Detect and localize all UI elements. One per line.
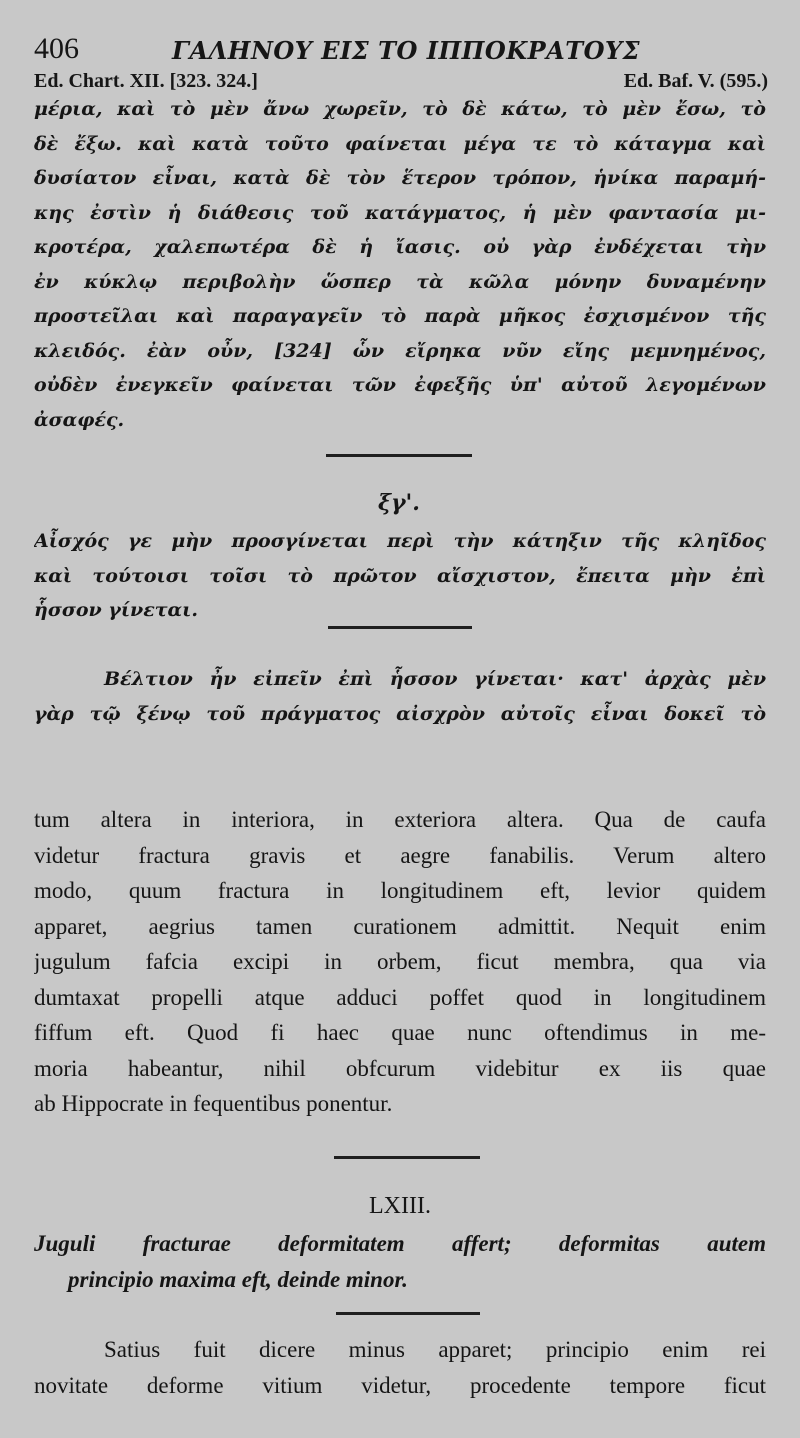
greek-text-line: δυσίατον εἶναι, κατὰ δὲ τὸν ἕτερον τρόπον, ἡνίκα παραμή- — [34, 167, 766, 189]
latin-text-line: ab Hippocrate in fequentibus ponentur. — [34, 1091, 393, 1116]
latin-text-line: videtur fractura gravis et aegre fanabilis. Verum altero — [34, 842, 766, 868]
edition-basel-ref: Ed. Baf. V. (595.) — [623, 70, 768, 92]
latin-text-line: modo, quum fractura in longitudinem eft, levior quidem — [34, 878, 766, 903]
greek-aphorism-line: Αἶσχός γε μὴν προσγίνεται περὶ τὴν κάτηξιν τῆς κληῖδος — [34, 530, 766, 552]
latin-aphorism-commentary — [34, 1332, 766, 1403]
greek-aphorism — [34, 524, 766, 628]
latin-aphorism-line: principio maxima eft, deinde minor. — [68, 1266, 408, 1292]
section-divider — [326, 454, 472, 457]
greek-text-line: κροτέρα, χαλεπωτέρα δὲ ἡ ἴασις. οὐ γὰρ ἐνδέχεται τὴν — [34, 236, 766, 258]
greek-aphorism-commentary — [34, 662, 766, 731]
latin-text-line: moria habeantur, nihil obfcurum videbitur ex iis quae — [34, 1055, 766, 1081]
latin-commentary-line: novitate deforme vitium videtur, procedente tempore ficut — [34, 1372, 766, 1398]
greek-commentary-paragraph — [34, 92, 766, 437]
running-header — [34, 32, 774, 68]
section-divider — [328, 626, 472, 629]
greek-text-line: κης ἐστὶν ἡ διάθεσις τοῦ κατάγματος, ἡ μὲν φαντασία μι- — [34, 201, 766, 224]
greek-text-line: ἀσαφές. — [34, 408, 125, 431]
edition-chartier-ref: Ed. Chart. XII. [323. 324.] — [34, 70, 258, 92]
greek-aphorism-line: καὶ τούτοισι τοῖσι τὸ πρῶτον αἴσχιστον, ἔπειτα μὴν ἐπὶ — [34, 564, 766, 587]
greek-commentary-line: Βέλτιον ἦν εἰπεῖν ἐπὶ ἧσσον γίνεται· κατ' ἀρχὰς μὲν — [104, 668, 766, 690]
latin-text-line: apparet, aegrius tamen curationem admittit. Nequit enim — [34, 913, 766, 939]
latin-commentary-paragraph — [34, 802, 766, 1122]
greek-text-line: δὲ ἔξω. καὶ κατὰ τοῦτο φαίνεται μέγα τε τὸ κάταγμα καὶ — [34, 132, 766, 155]
greek-commentary-line: γὰρ τῷ ξένῳ τοῦ πράγματος αἰσχρὸν αὐτοῖς εἶναι δοκεῖ τὸ — [34, 702, 766, 725]
latin-aphorism-line: Juguli fracturae deformitatem affert; deformitas autem — [34, 1231, 766, 1256]
greek-text-line: ἐν κύκλῳ περιβολὴν ὥσπερ τὰ κῶλα μόνην δυναμένην — [34, 270, 766, 293]
greek-text-line: κλειδός. ἐὰν οὖν, [324] ὧν εἴρηκα νῦν εἴης μεμνημένος, — [34, 339, 766, 362]
section-divider — [336, 1312, 480, 1315]
page-number: 406 — [34, 32, 79, 65]
latin-text-line: jugulum fafcia excipi in orbem, ficut membra, qua via — [34, 949, 766, 974]
latin-text-line: tum altera in interiora, in exteriora altera. Qua de caufa — [34, 807, 766, 832]
greek-text-line: προστεῖλαι καὶ παραγαγεῖν τὸ παρὰ μῆκος ἐσχισμένον τῆς — [34, 305, 766, 327]
latin-text-line: fiffum eft. Quod fi haec quae nunc oftendimus in me- — [34, 1020, 766, 1045]
greek-aphorism-line: ἧσσον γίνεται. — [34, 599, 198, 621]
latin-commentary-line: Satius fuit dicere minus apparet; principio enim rei — [104, 1337, 766, 1362]
running-title: ΓΑΛΗΝΟΥ ΕΙΣ ΤΟ ΙΠΠΟΚΡΑΤΟΥΣ — [172, 36, 641, 65]
greek-section-number: ξγ'. — [378, 490, 420, 516]
latin-text-line: dumtaxat propelli atque adduci poffet quod in longitudinem — [34, 984, 766, 1010]
latin-aphorism — [34, 1226, 766, 1297]
greek-text-line: οὐδὲν ἐνεγκεῖν φαίνεται τῶν ἐφεξῆς ὑπ' αὐτοῦ λεγομένων — [34, 374, 766, 396]
section-divider — [334, 1156, 480, 1159]
greek-text-line: μέρια, καὶ τὸ μὲν ἄνω χωρεῖν, τὸ δὲ κάτω, τὸ μὲν ἔσω, τὸ — [34, 98, 766, 120]
latin-section-number: LXIII. — [369, 1193, 431, 1219]
